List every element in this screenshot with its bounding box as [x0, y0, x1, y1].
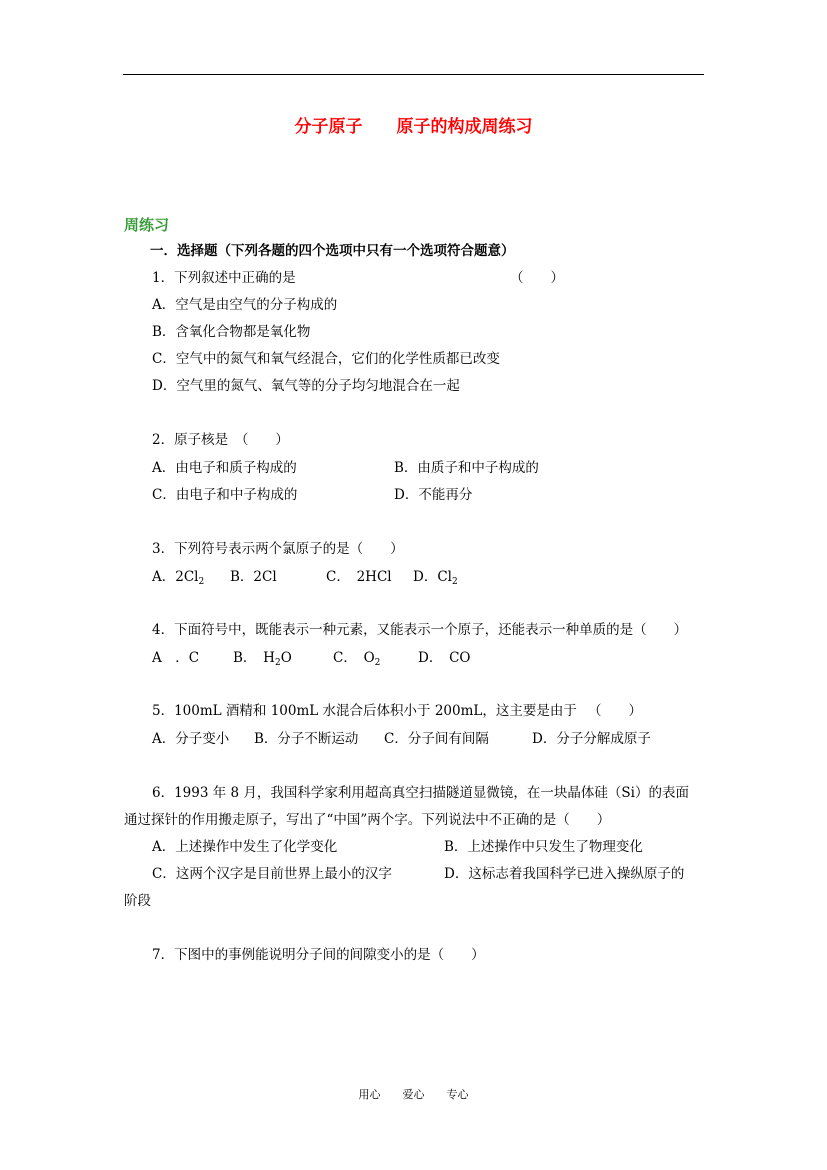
q6-option-d: D．这标志着我国科学已进入操纵原子的: [444, 866, 685, 882]
q3-option-a-text: A．2Cl: [152, 569, 199, 585]
q4-option-b-subscript: 2: [274, 658, 281, 668]
header-rule: [123, 74, 704, 75]
q1-option-a: A．空气是由空气的分子构成的: [152, 297, 338, 313]
q3-option-a-subscript: 2: [198, 577, 205, 587]
q4-option-c-subscript: 2: [374, 658, 381, 668]
part-heading: 一．选择题（下列各题的四个选项中只有一个选项符合题意）: [150, 243, 515, 259]
q1-answer-blank: （ ）: [510, 270, 564, 286]
q5-option-c: C．分子间有间隔: [384, 731, 489, 747]
q6-stem-line1: 6．1993 年 8 月，我国科学家利用超高真空扫描隧道显微镜，在一块晶体硅（Si）的表面: [152, 785, 689, 801]
q6-option-b: B．上述操作中只发生了物理变化: [444, 839, 643, 855]
q3-option-c: C． 2HCl: [326, 569, 392, 585]
q6-option-a: A．上述操作中发生了化学变化: [152, 839, 338, 855]
q3-option-d: [413, 568, 458, 586]
q4-option-a: A ．C: [152, 650, 200, 666]
q4-option-b: [233, 649, 292, 667]
q4-option-d: D． CO: [418, 650, 471, 666]
q4-option-b-suffix: O: [280, 650, 292, 666]
q5-stem: 5．100mL 酒精和 100mL 水混合后体积小于 200mL，这主要是由于: [152, 703, 577, 719]
q3-option-a: [152, 568, 204, 586]
q3-stem: 3．下列符号表示两个氯原子的是（ ）: [152, 541, 404, 557]
page-title: 分子原子 原子的构成周练习: [294, 117, 533, 137]
q4-stem: 4．下面符号中，既能表示一种元素，又能表示一个原子，还能表示一种单质的是（ ）: [152, 622, 688, 638]
q1-option-b: B．含氧化合物都是氧化物: [152, 324, 311, 340]
q6-option-c: C．这两个汉字是目前世界上最小的汉字: [152, 866, 392, 882]
q7-stem: 7．下图中的事例能说明分子间的间隙变小的是（ ）: [152, 947, 485, 963]
q1-stem: 1．下列叙述中正确的是: [152, 270, 296, 286]
section-label: 周练习: [124, 216, 170, 234]
q2-option-d: D．不能再分: [394, 487, 473, 503]
q6-option-d-continued: 阶段: [124, 893, 151, 909]
q5-option-d: D．分子分解成原子: [532, 731, 651, 747]
q2-stem: 2．原子核是 （ ）: [152, 432, 289, 448]
q5-option-b: B．分子不断运动: [254, 731, 359, 747]
q4-option-c: [333, 649, 380, 667]
q3-option-d-text: D．Cl: [413, 569, 452, 585]
q1-option-c: C．空气中的氮气和氧气经混合，它们的化学性质都已改变: [152, 351, 500, 367]
q4-option-c-text: C． O: [333, 650, 375, 666]
q1-option-d: D．空气里的氮气、氧气等的分子均匀地混合在一起: [152, 378, 460, 394]
q3-option-d-subscript: 2: [451, 577, 458, 587]
q2-option-a: A．由电子和质子构成的: [152, 460, 297, 476]
q5-answer-blank: （ ）: [588, 703, 642, 719]
q5-option-a: A．分子变小: [152, 731, 230, 747]
q2-option-b: B．由质子和中子构成的: [394, 460, 539, 476]
q4-option-b-text: B． H: [233, 650, 275, 666]
q3-option-b: B．2Cl: [230, 569, 277, 585]
page-footer: 用心 爱心 专心: [358, 1088, 469, 1101]
q6-stem-line2: 通过探针的作用搬走原子，写出了“中国”两个字。下列说法中不正确的是（ ）: [124, 812, 611, 828]
q2-option-c: C．由电子和中子构成的: [152, 487, 298, 503]
